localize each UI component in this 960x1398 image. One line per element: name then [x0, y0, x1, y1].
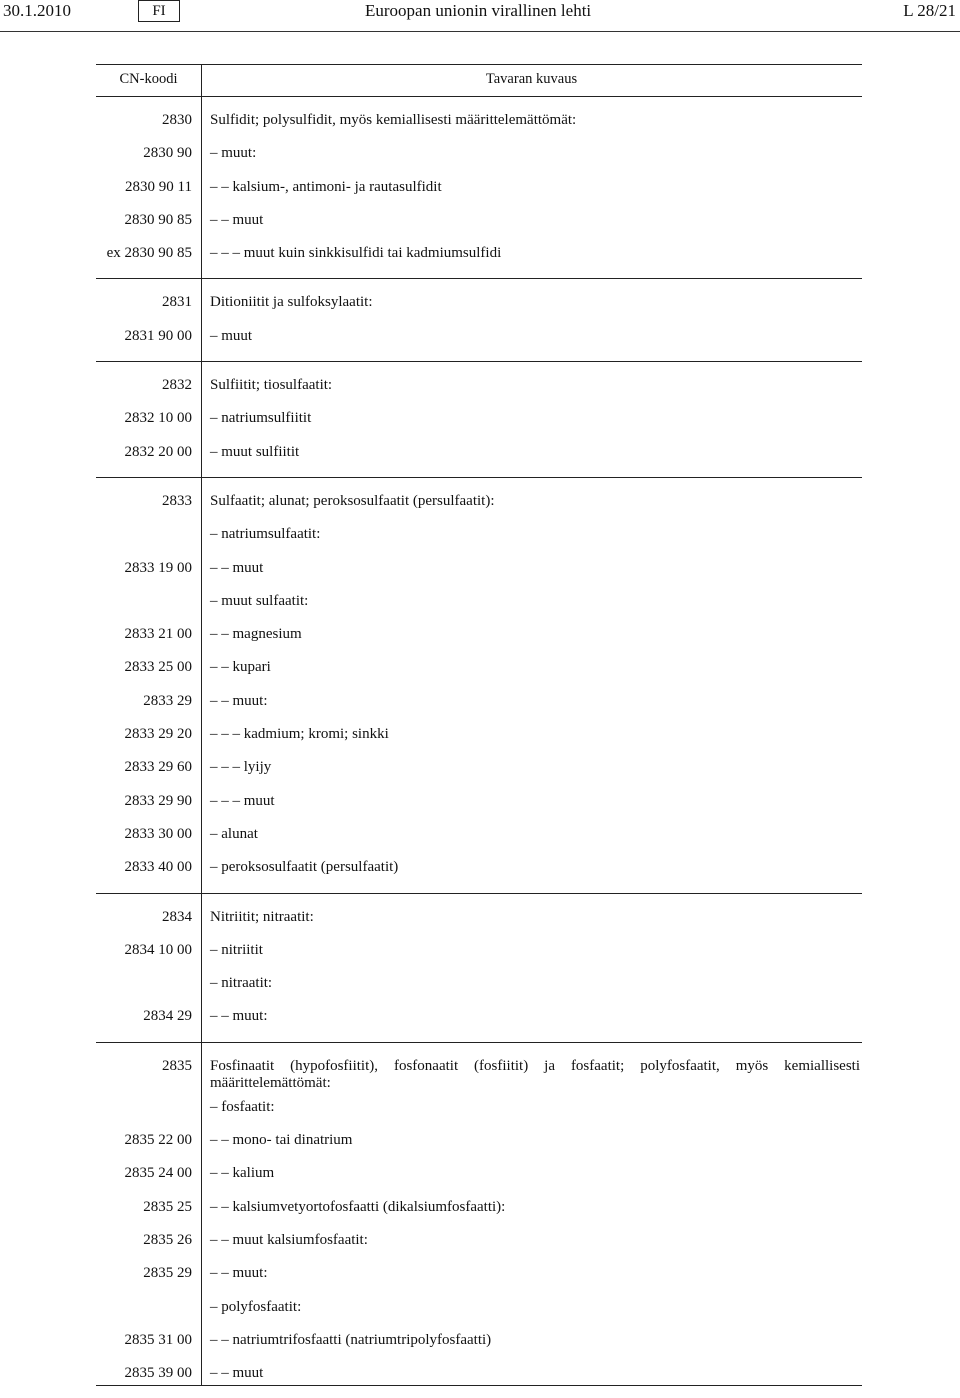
description-cell: – – kalsiumvetyortofosfaatti (dikalsiumfosfaatti): — [210, 1198, 506, 1215]
cn-code-cell: 2831 90 00 — [124, 327, 192, 344]
cn-code-cell: 2832 20 00 — [124, 443, 192, 460]
cn-code-cell: 2833 40 00 — [124, 859, 192, 876]
cn-code-cell: 2835 22 00 — [124, 1132, 192, 1149]
description-cell: – – muut: — [210, 692, 268, 709]
cn-code-cell: 2835 39 00 — [124, 1365, 192, 1382]
table-top-border — [96, 64, 862, 65]
cn-code-cell: 2833 25 00 — [124, 659, 192, 676]
table-row — [96, 287, 862, 320]
description-cell: – – muut — [210, 1365, 264, 1382]
description-cell: – – kupari — [210, 659, 271, 676]
table-row — [96, 902, 862, 935]
table-body — [96, 97, 862, 1398]
description-cell: – natriumsulfiitit — [210, 410, 312, 427]
description-cell: – – magnesium — [210, 626, 302, 643]
description-cell: – – kalium — [210, 1165, 275, 1182]
language-badge: FI — [138, 0, 180, 22]
description-cell: – natriumsulfaatit: — [210, 526, 321, 543]
cn-code-cell: 2833 29 — [143, 692, 192, 709]
table-row — [96, 935, 862, 968]
cn-code-cell: 2830 90 85 — [124, 211, 192, 228]
table-row — [96, 968, 862, 1001]
heading-group — [96, 362, 862, 478]
description-cell: Sulfidit; polysulfidit, myös kemiallisesti määrittelemättömät: — [210, 112, 577, 128]
description-cell: – nitriitit — [210, 941, 263, 958]
cn-code-cell: 2833 29 90 — [124, 792, 192, 809]
description-cell: – muut: — [210, 145, 257, 162]
table-row — [96, 486, 862, 519]
table-row — [96, 686, 862, 719]
cn-code-cell: 2830 — [162, 112, 192, 128]
table-row — [96, 403, 862, 436]
description-cell: Sulfaatit; alunat; peroksosulfaatit (persulfaatit): — [210, 492, 495, 509]
table-row — [96, 719, 862, 752]
cn-code-cell: 2830 90 — [143, 145, 192, 162]
table-row — [96, 172, 862, 205]
table-row — [96, 619, 862, 652]
cn-code-cell — [96, 519, 201, 552]
cn-code-cell: 2834 29 — [143, 1008, 192, 1025]
heading-group — [96, 1043, 862, 1398]
publication-date: 30.1.2010 — [3, 1, 71, 20]
table-row — [96, 238, 862, 271]
description-cell: – alunat — [210, 825, 258, 842]
heading-group — [96, 97, 862, 279]
cn-code-cell: 2832 — [162, 377, 192, 394]
cn-code-cell: 2833 — [162, 492, 192, 509]
cn-code-cell: 2835 31 00 — [124, 1331, 192, 1348]
cn-code-cell: 2835 — [162, 1057, 192, 1074]
description-cell: – – – muut — [210, 792, 275, 809]
journal-title: Euroopan unionin virallinen lehti — [365, 1, 592, 20]
description-cell: Fosfinaatit (hypofosfiitit), fosfonaatit (fosfiitit) ja fosfaatit; polyfosfaatit, myös kemiallisesti määrittelemättömät: — [210, 1057, 860, 1091]
description-cell: – – natriumtrifosfaatti (natriumtripolyfosfaatti) — [210, 1331, 492, 1348]
table-row — [96, 1192, 862, 1225]
column-header-code: CN-koodi — [119, 71, 178, 87]
table-row — [96, 652, 862, 685]
heading-group — [96, 279, 862, 362]
description-cell: – nitraatit: — [210, 975, 273, 992]
cn-code-cell: 2835 29 — [143, 1265, 192, 1282]
table-row — [96, 1001, 862, 1034]
description-cell: – – muut — [210, 559, 264, 576]
cn-code-cell: 2835 24 00 — [124, 1165, 192, 1182]
cn-code-cell — [96, 586, 201, 619]
column-header-description: Tavaran kuvaus — [485, 71, 578, 87]
description-cell: – – – lyijy — [210, 759, 272, 776]
table-row — [96, 1092, 862, 1125]
cn-code-cell: 2833 21 00 — [124, 626, 192, 643]
table-row — [96, 437, 862, 470]
header-rule — [0, 31, 960, 32]
cn-code-cell: 2835 25 — [143, 1198, 192, 1215]
table-row — [96, 1225, 862, 1258]
table-row — [96, 1125, 862, 1158]
description-cell: Ditioniitit ja sulfoksylaatit: — [210, 294, 373, 311]
page-reference: L 28/21 — [903, 1, 956, 20]
cn-code-cell — [96, 968, 201, 1001]
cn-code-cell: 2831 — [162, 294, 192, 311]
description-cell: – – muut: — [210, 1008, 268, 1025]
description-cell: – peroksosulfaatit (persulfaatit) — [210, 859, 399, 876]
cn-code-cell: 2833 19 00 — [124, 559, 192, 576]
table-row — [96, 205, 862, 238]
description-cell: – – kalsium-, antimoni- ja rautasulfidit — [210, 178, 442, 195]
table-row — [96, 586, 862, 619]
table-row — [96, 1325, 862, 1358]
heading-group — [96, 894, 862, 1043]
table-row — [96, 519, 862, 552]
description-cell: – polyfosfaatit: — [210, 1298, 302, 1315]
cn-code-cell: 2835 26 — [143, 1231, 192, 1248]
table-row — [96, 1158, 862, 1191]
table-row — [96, 105, 862, 138]
table-row — [96, 1051, 862, 1092]
table-row — [96, 321, 862, 354]
description-cell: – – muut — [210, 211, 264, 228]
description-cell: – fosfaatit: — [210, 1098, 275, 1115]
table-row — [96, 1292, 862, 1325]
cn-code-cell: 2833 29 60 — [124, 759, 192, 776]
description-cell: – – muut: — [210, 1265, 268, 1282]
table-row — [96, 370, 862, 403]
table-row — [96, 752, 862, 785]
cn-code-cell: 2833 29 20 — [124, 726, 192, 743]
cn-code-cell — [96, 1092, 201, 1125]
cn-code-cell: ex 2830 90 85 — [106, 245, 192, 262]
description-cell: – muut — [210, 327, 253, 344]
description-cell: – – – muut kuin sinkkisulfidi tai kadmiumsulfidi — [210, 245, 502, 262]
table-row — [96, 852, 862, 885]
description-cell: – – muut kalsiumfosfaatit: — [210, 1231, 368, 1248]
description-cell: Sulfiitit; tiosulfaatit: — [210, 377, 333, 394]
description-cell: – muut sulfaatit: — [210, 592, 309, 609]
table-row — [96, 138, 862, 171]
description-cell: – – – kadmium; kromi; sinkki — [210, 726, 389, 743]
description-cell: – – mono- tai dinatrium — [210, 1132, 353, 1149]
description-cell: – muut sulfiitit — [210, 443, 300, 460]
cn-code-cell: 2832 10 00 — [124, 410, 192, 427]
table-row — [96, 1258, 862, 1291]
table-row — [96, 819, 862, 852]
table-row — [96, 1358, 862, 1391]
cn-code-cell: 2834 10 00 — [124, 941, 192, 958]
cn-code-cell — [96, 1292, 201, 1325]
cn-code-cell: 2833 30 00 — [124, 825, 192, 842]
cn-code-cell: 2834 — [162, 908, 192, 925]
page-header — [0, 0, 960, 30]
description-cell: Nitriitit; nitraatit: — [210, 908, 314, 925]
heading-group — [96, 478, 862, 894]
table-row — [96, 553, 862, 586]
table-row — [96, 786, 862, 819]
cn-code-cell: 2830 90 11 — [125, 178, 192, 195]
